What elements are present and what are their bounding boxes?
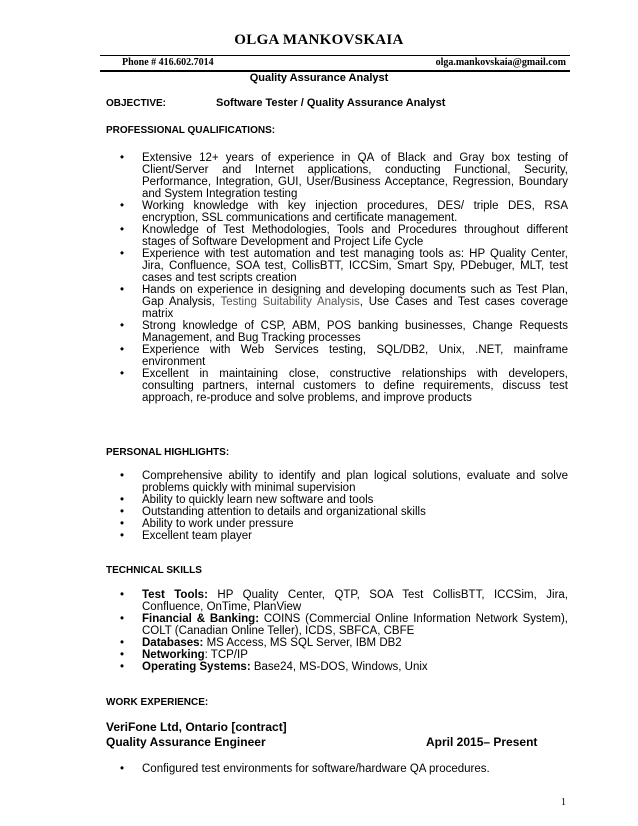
list-item: • Strong knowledge of CSP, ABM, POS banking businesses, Change Requests Management, and Bug Tracking processes bbox=[120, 320, 568, 344]
item-label: Networking bbox=[142, 649, 205, 661]
highlights-heading: PERSONAL HIGHLIGHTS: bbox=[106, 447, 230, 458]
item-label: Operating Systems: bbox=[142, 661, 251, 673]
job-dates: April 2015– Present bbox=[426, 735, 538, 749]
item-text: : TCP/IP bbox=[204, 649, 248, 661]
item-text: Hands on experience in designing and developing documents such as Test Plan, Gap Analysis, bbox=[142, 284, 568, 308]
list-item: • Configured test environments for software/hardware QA procedures. bbox=[120, 763, 568, 775]
item-text: Base24, MS-DOS, Windows, Unix bbox=[250, 661, 428, 673]
list-item bbox=[120, 649, 568, 661]
work-heading: WORK EXPERIENCE: bbox=[106, 697, 209, 708]
qualifications-list bbox=[120, 152, 568, 404]
list-item bbox=[120, 613, 568, 637]
objective-label: OBJECTIVE: bbox=[106, 98, 167, 109]
list-item: • Working knowledge with key injection procedures, DES/ triple DES, RSA encryption, SSL communications and certificate management. bbox=[120, 200, 568, 224]
list-item: • Comprehensive ability to identify and plan logical solutions, evaluate and solve problems quickly with minimal supervision bbox=[120, 470, 568, 494]
item-text: MS Access, MS SQL Server, IBM DB2 bbox=[203, 637, 402, 649]
item-label: Test Tools: bbox=[142, 589, 208, 601]
list-item: • Outstanding attention to details and organizational skills bbox=[120, 506, 568, 518]
item-text: COINS (Commercial Online Information Network System), COLT (Canadian Online Teller), ICDS, SBFCA, CBFE bbox=[142, 613, 568, 637]
item-label: Financial & Banking: bbox=[142, 613, 260, 625]
contact-bar bbox=[100, 55, 570, 72]
company-name: VeriFone Ltd, Ontario [contract] bbox=[106, 720, 287, 734]
item-text: HP Quality Center, QTP, SOA Test CollisBTT, ICCSim, Jira, Confluence, OnTime, PlanView bbox=[142, 589, 568, 613]
list-item: • Ability to quickly learn new software and tools bbox=[120, 494, 568, 506]
role-title: Quality Assurance Analyst bbox=[249, 72, 389, 84]
item-text-highlight: Testing Suitability Analysis bbox=[220, 296, 360, 308]
list-item: • Experience with test automation and test managing tools as: HP Quality Center, Jira, Confluence, SOA test, CollisBTT, ICCSim, Smart Spy, PDebuger, MLT, test cases and test scripts creation bbox=[120, 248, 568, 284]
list-item: • Knowledge of Test Methodologies, Tools and Procedures throughout different stages of Software Development and Project Life Cycle bbox=[120, 224, 568, 248]
list-item bbox=[120, 637, 568, 649]
list-item bbox=[120, 661, 568, 673]
highlights-list bbox=[120, 470, 568, 542]
objective-value: Software Tester / Quality Assurance Analyst bbox=[216, 97, 446, 109]
qualifications-heading: PROFESSIONAL QUALIFICATIONS: bbox=[106, 125, 276, 136]
work-list bbox=[120, 763, 568, 775]
list-item: • Excellent in maintaining close, constructive relationships with developers, consulting partners, internal customers to define requirements, discuss test approach, re-produce and solve problems, and improve products bbox=[120, 368, 568, 404]
skills-list bbox=[120, 589, 568, 673]
job-title: Quality Assurance Engineer bbox=[106, 735, 266, 749]
list-item: • Experience with Web Services testing, SQL/DB2, Unix, .NET, mainframe environment bbox=[120, 344, 568, 368]
list-item: • Ability to work under pressure bbox=[120, 518, 568, 530]
page-number: 1 bbox=[561, 797, 566, 808]
list-item bbox=[120, 589, 568, 613]
objective-row bbox=[106, 97, 446, 109]
list-item: • Excellent team player bbox=[120, 530, 568, 542]
list-item: • Extensive 12+ years of experience in QA of Black and Gray box testing of Client/Server and Internet applications, conducting Functional, Security, Performance, Integration, GUI, User/Business Acceptance, Regression, Boundary and System Integration testing bbox=[120, 152, 568, 200]
list-item bbox=[120, 284, 568, 320]
skills-heading: TECHNICAL SKILLS bbox=[106, 565, 202, 576]
email-address: olga.mankovskaia@gmail.com bbox=[435, 57, 566, 68]
item-label: Databases: bbox=[142, 637, 204, 649]
phone-number: Phone # 416.602.7014 bbox=[122, 57, 214, 68]
candidate-name: OLGA MANKOVSKAIA bbox=[234, 32, 404, 48]
item-text: , Use Cases and Test cases coverage matrix bbox=[142, 296, 568, 320]
